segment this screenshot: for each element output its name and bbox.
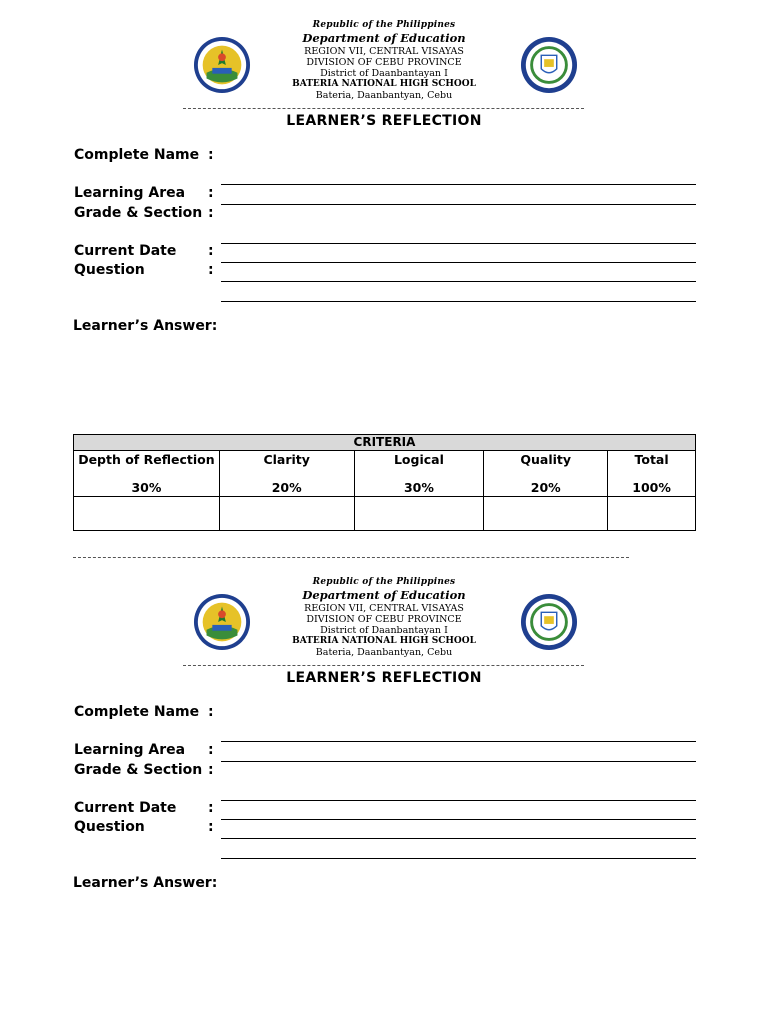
question-label: Question — [74, 262, 145, 278]
criteria-col-logical — [354, 451, 484, 497]
grade-section-line[interactable] — [221, 243, 696, 244]
criteria-weight: 30% — [403, 480, 434, 495]
division-line: DIVISION OF CEBU PROVINCE — [306, 614, 462, 625]
learners-answer-label: Learner’s Answer: — [73, 875, 218, 891]
district-line: District of Daanbantayan I — [320, 625, 448, 636]
grade-section-line[interactable] — [221, 800, 696, 801]
department-line: Department of Education — [302, 588, 466, 602]
learning-area-line[interactable] — [221, 761, 696, 762]
letterhead-divider — [183, 108, 584, 109]
question-line-1[interactable] — [221, 281, 696, 282]
criteria-name: Clarity — [263, 452, 310, 467]
criteria-name: Depth of Reflection — [78, 452, 215, 467]
criteria-col-total — [608, 451, 696, 497]
school-address: Bateria, Daanbantyan, Cebu — [315, 647, 453, 658]
criteria-weight: 30% — [131, 480, 162, 495]
current-date-line[interactable] — [221, 262, 696, 263]
region-line: REGION VII, CENTRAL VISAYAS — [304, 46, 464, 57]
grade-section-colon: : — [208, 762, 214, 778]
current-date-line[interactable] — [221, 819, 696, 820]
school-seal-logo — [520, 36, 578, 94]
division-line: DIVISION OF CEBU PROVINCE — [306, 57, 462, 68]
criteria-weight: 20% — [271, 480, 302, 495]
letterhead-text — [233, 19, 535, 101]
form-title: LEARNER’S REFLECTION — [286, 670, 482, 686]
current-date-colon: : — [208, 800, 214, 816]
school-seal-logo — [520, 593, 578, 651]
criteria-name: Logical — [393, 452, 444, 467]
region-line: REGION VII, CENTRAL VISAYAS — [304, 603, 464, 614]
criteria-col-quality — [484, 451, 608, 497]
letterhead-text — [233, 576, 535, 658]
complete-name-line[interactable] — [221, 184, 696, 185]
letterhead-divider — [183, 665, 584, 666]
letterhead — [0, 0, 768, 112]
score-cell-quality[interactable] — [484, 497, 608, 531]
grade-section-colon: : — [208, 205, 214, 221]
complete-name-line[interactable] — [221, 741, 696, 742]
criteria-table — [73, 434, 696, 531]
criteria-name: Quality — [520, 452, 572, 467]
criteria-header: CRITERIA — [74, 435, 696, 451]
complete-name-label: Complete Name — [74, 704, 200, 720]
district-line: District of Daanbantayan I — [320, 68, 448, 79]
criteria-col-clarity — [219, 451, 354, 497]
republic-line: Republic of the Philippines — [312, 20, 456, 30]
complete-name-colon: : — [208, 704, 214, 720]
criteria-name: Total — [634, 452, 669, 467]
question-line-2[interactable] — [221, 301, 696, 302]
learning-area-label: Learning Area — [74, 185, 186, 201]
complete-name-label: Complete Name — [74, 147, 200, 163]
current-date-label: Current Date — [74, 243, 177, 259]
criteria-weight: 20% — [530, 480, 561, 495]
republic-line: Republic of the Philippines — [312, 577, 456, 587]
score-cell-logical[interactable] — [354, 497, 484, 531]
learners-answer-label: Learner’s Answer: — [73, 318, 218, 334]
question-line-1[interactable] — [221, 838, 696, 839]
question-colon: : — [208, 262, 214, 278]
complete-name-colon: : — [208, 147, 214, 163]
current-date-colon: : — [208, 243, 214, 259]
grade-section-label: Grade & Section — [74, 762, 203, 778]
learning-area-colon: : — [208, 742, 214, 758]
learning-area-label: Learning Area — [74, 742, 186, 758]
learning-area-line[interactable] — [221, 204, 696, 205]
score-cell-total[interactable] — [608, 497, 696, 531]
school-name: BATERIA NATIONAL HIGH SCHOOL — [292, 79, 476, 89]
department-line: Department of Education — [302, 31, 466, 45]
grade-section-label: Grade & Section — [74, 205, 203, 221]
question-label: Question — [74, 819, 145, 835]
score-cell-depth[interactable] — [74, 497, 220, 531]
current-date-label: Current Date — [74, 800, 177, 816]
question-line-2[interactable] — [221, 858, 696, 859]
school-address: Bateria, Daanbantyan, Cebu — [315, 90, 453, 101]
school-name: BATERIA NATIONAL HIGH SCHOOL — [292, 636, 476, 646]
learning-area-colon: : — [208, 185, 214, 201]
form-title: LEARNER’S REFLECTION — [286, 113, 482, 129]
letterhead — [0, 557, 768, 669]
score-cell-clarity[interactable] — [219, 497, 354, 531]
question-colon: : — [208, 819, 214, 835]
criteria-col-depth — [74, 451, 220, 497]
criteria-weight: 100% — [632, 480, 671, 495]
